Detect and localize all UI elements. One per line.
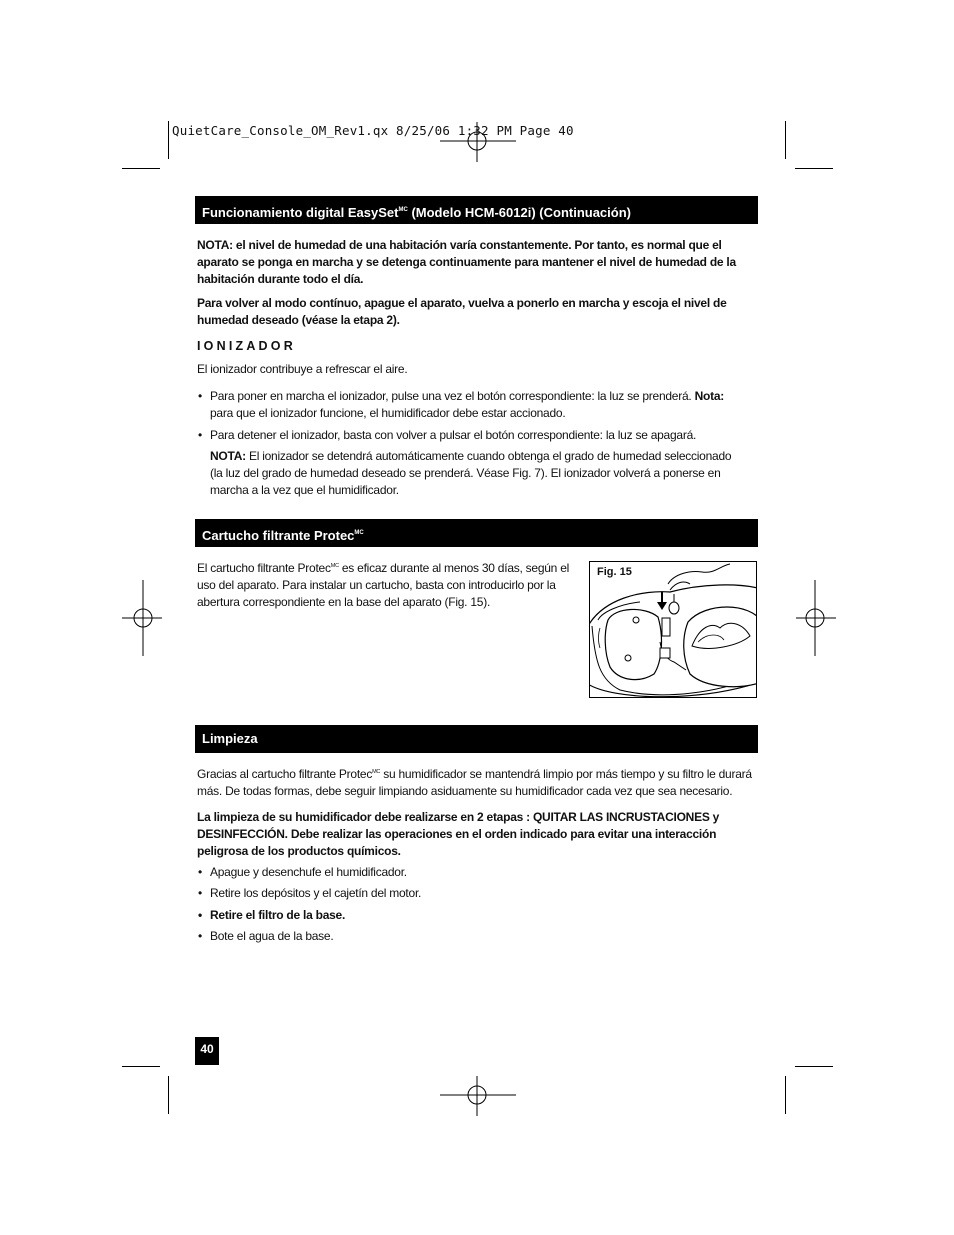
humidifier-base-illustration <box>590 562 757 698</box>
bullet: • <box>198 886 203 900</box>
page-number: 40 <box>195 1037 219 1065</box>
registration-mark-bottom <box>440 1076 516 1116</box>
crop-mark <box>168 121 169 159</box>
text: es eficaz durante al menos 30 días, según el uso del aparato. Para instalar un cartucho, basta con introducirlo por la abertura correspondiente en la base del aparato (Fig. 15). <box>197 561 570 609</box>
crop-mark <box>785 1076 786 1114</box>
section-header-protec <box>195 519 758 547</box>
ionizer-note <box>210 448 745 499</box>
registration-mark-left <box>122 580 162 656</box>
protec-paragraph <box>197 558 585 611</box>
crop-mark <box>122 1066 160 1067</box>
trademark-sup: MC <box>372 769 381 775</box>
bullet: • <box>198 428 203 442</box>
section-title: Cartucho filtrante Protec <box>202 528 355 543</box>
cleaning-step: Retire los depósitos y el cajetín del motor. <box>210 886 422 900</box>
text: su humidificador se mantendrá limpio por más tiempo y su filtro le durará más. De todas formas, debe seguir limpiando asiduamente su humidificador cada vez que sea necesario. <box>197 767 752 798</box>
print-slug: QuietCare_Console_OM_Rev1.qx 8/25/06 1:32 PM Page 40 <box>172 123 574 138</box>
trademark-sup: MC <box>354 530 364 536</box>
text: Gracias al cartucho filtrante Protec <box>197 767 373 781</box>
cleaning-step: Apague y desenchufe el humidificador. <box>210 865 407 879</box>
ionizer-bullet-off: Para detener el ionizador, basta con volver a pulsar el botón correspondiente: la luz se apagará. <box>210 428 697 442</box>
note-text: para que el ionizador funcione, el humidificador debe estar accionado. <box>210 406 566 420</box>
cleaning-step: Bote el agua de la base. <box>210 929 334 943</box>
text: El cartucho filtrante Protec <box>197 561 331 575</box>
crop-mark <box>795 168 833 169</box>
crop-mark <box>785 121 786 159</box>
section-header-limpieza <box>195 725 758 753</box>
section-header-easyset <box>195 196 758 224</box>
note-text: El ionizador se detendrá automáticamente cuando obtenga el grado de humedad seleccionado (la luz del grado de humedad deseado se prenderá. Véase Fig. 7). El ionizador volverá a ponerse en marcha a la vez que el humidificador. <box>210 449 732 497</box>
bullet: • <box>198 929 203 943</box>
section-title: Limpieza <box>202 731 258 746</box>
figure-label: Fig. 15 <box>597 566 632 578</box>
ionizer-intro: El ionizador contribuye a refrescar el aire. <box>197 362 408 376</box>
bullet-text: Para poner en marcha el ionizador, pulse una vez el botón correspondiente: la luz se prenderá. <box>210 389 692 403</box>
bullet: • <box>198 389 203 403</box>
registration-mark-right <box>796 580 836 656</box>
cleaning-intro <box>197 764 752 800</box>
crop-mark <box>122 168 160 169</box>
ionizer-heading: IONIZADOR <box>197 339 296 353</box>
section-title: Funcionamiento digital EasySet <box>202 205 399 220</box>
note-label: NOTA: <box>210 449 246 463</box>
bullet: • <box>198 865 203 879</box>
note-paragraph: NOTA: el nivel de humedad de una habitación varía constantemente. Por tanto, es normal que el aparato se ponga en marcha y se detenga continuamente para mantener el nivel de humedad de la habitación durante todo el día. <box>197 238 736 286</box>
note-label: Nota: <box>694 389 724 403</box>
bullet: • <box>198 908 203 922</box>
cleaning-warning: La limpieza de su humidificador debe realizarse en 2 etapas : QUITAR LAS INCRUSTACIONES y DESINFECCIÓN. Debe realizar las operaciones en el orden indicado para evitar una interacción peligrosa de los productos químicos. <box>197 810 720 858</box>
crop-mark <box>168 1076 169 1114</box>
cleaning-step: Retire el filtro de la base. <box>210 908 346 922</box>
trademark-sup: MC <box>330 563 339 569</box>
ionizer-bullet-on <box>210 388 750 422</box>
crop-mark <box>795 1066 833 1067</box>
trademark-sup: MC <box>398 207 408 213</box>
section-title-rest: (Modelo HCM-6012i) (Continuación) <box>407 205 631 220</box>
figure-15 <box>589 561 757 698</box>
continuous-mode-paragraph: Para volver al modo contínuo, apague el aparato, vuelva a ponerlo en marcha y escoja el nivel de humedad deseado (véase la etapa 2). <box>197 296 727 327</box>
